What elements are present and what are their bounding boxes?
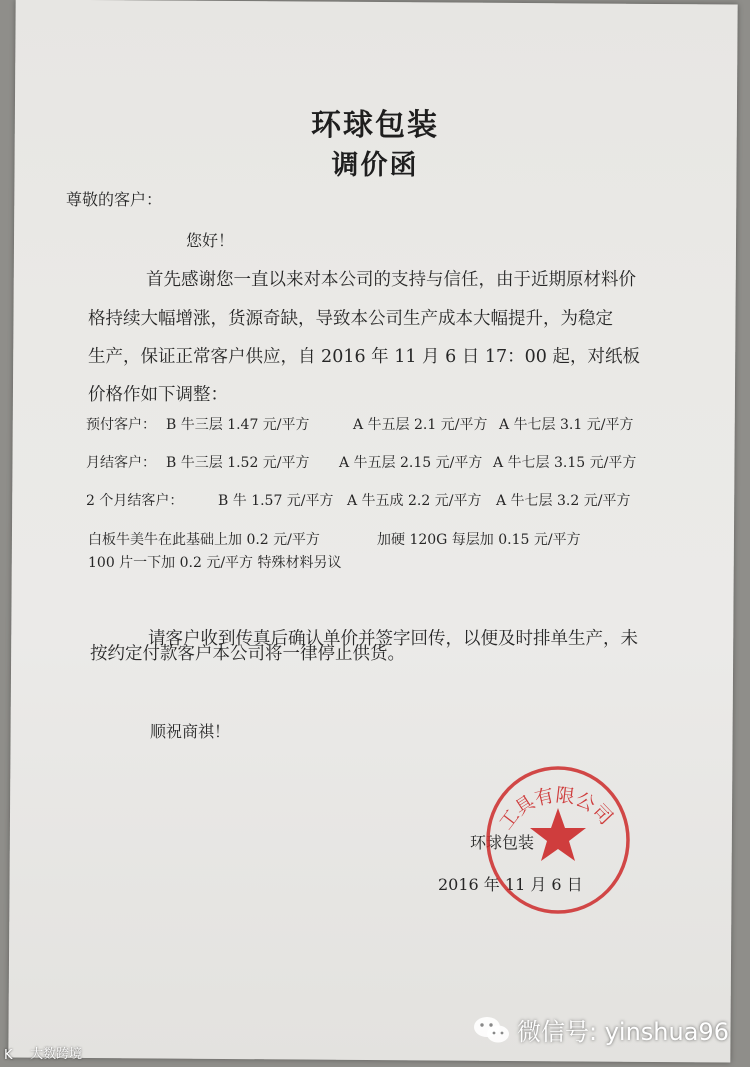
wechat-logo-icon [472,1014,512,1046]
price-item: A 牛五层 2.15 元/平方 [339,455,483,471]
price-row-customer: 2 个月结客户： [86,493,184,509]
body-paragraph-line: 生产，保证正常客户供应，自 2016 年 11 月 6 日 17：00 起，对纸板 [88,347,640,367]
document-title: 调价函 [331,150,419,181]
company-seal [483,760,633,915]
source-logo-icon: K [4,1047,13,1063]
price-row-customer: 月结客户： [86,455,156,471]
price-item: A 牛五层 2.1 元/平方 [353,417,488,433]
price-item: B 牛三层 1.47 元/平方 [166,417,310,433]
closing: 顺祝商祺！ [150,722,231,741]
signature-date: 2016 年 11 月 6 日 [438,875,583,894]
seal-text: 工具有限公司 [494,784,617,834]
greeting: 您好！ [186,231,235,250]
source-watermark-text: 大数跨境 [30,1047,83,1062]
price-item: A 牛七层 3.15 元/平方 [493,455,637,471]
body-paragraph-line: 格持续大幅增涨，货源奇缺，导致本公司生产成本大幅提升，为稳定 [88,309,613,329]
price-item: B 牛三层 1.52 元/平方 [166,455,310,471]
price-item: A 牛七层 3.2 元/平方 [496,493,631,509]
price-item: B 牛 1.57 元/平方 [218,493,334,509]
body-paragraph-line: 按约定付款客户本公司将一律停止供货。 [90,644,405,664]
body-paragraph-line: 请客户收到传真后确认单价并签字回传，以便及时排单生产，未 [148,629,638,649]
signature-company: 环球包装 [470,833,535,852]
salutation: 尊敬的客户： [66,190,163,209]
company-title: 环球包装 [311,108,439,143]
price-item: A 牛七层 3.1 元/平方 [499,417,634,433]
body-paragraph-line: 首先感谢您一直以来对本公司的支持与信任，由于近期原材料价 [146,270,636,290]
price-row-customer: 预付客户： [86,417,156,433]
wechat-watermark: 微信号: yinshua96 [517,1018,729,1046]
price-item: A 牛五成 2.2 元/平方 [347,493,482,509]
source-watermark [4,1043,82,1062]
seal-star-icon [530,808,586,861]
body-paragraph-line: 价格作如下调整： [88,385,228,405]
extra-price-note: 100 片一下加 0.2 元/平方 特殊材料另议 [88,555,342,571]
extra-price-note: 白板牛美牛在此基础上加 0.2 元/平方 [88,532,320,548]
extra-price-note: 加硬 120G 每层加 0.15 元/平方 [377,532,581,548]
